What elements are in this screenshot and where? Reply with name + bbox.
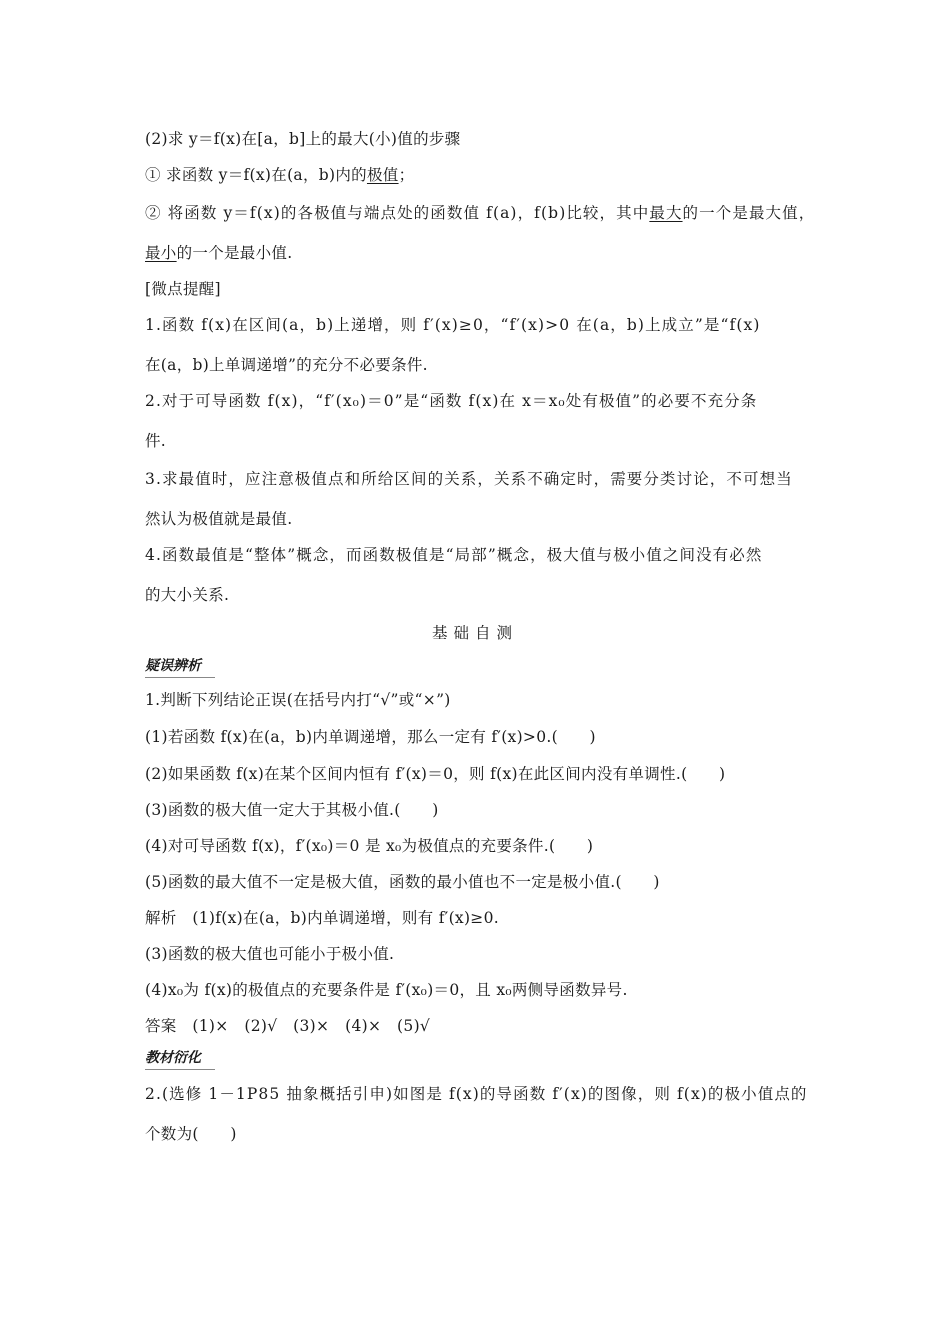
step-1-underlined: 极值 bbox=[366, 166, 399, 184]
analysis-line-1: 解析 (1)f(x)在(a，b)内单调递增，则有 f′(x)≥0. bbox=[145, 909, 499, 927]
section-2-heading: (2)求 y＝f(x)在[a，b]上的最大(小)值的步骤 bbox=[145, 130, 461, 148]
tag-misconception: 疑误辨析 bbox=[145, 655, 215, 678]
step-1-suffix: ； bbox=[398, 166, 415, 184]
tag-textbook: 教材衍化 bbox=[145, 1047, 215, 1070]
tip-1-line-2: 在(a，b)上单调递增”的充分不必要条件. bbox=[145, 356, 428, 374]
q1-item-5: (5)函数的最大值不一定是极大值，函数的最小值也不一定是极小值.( ) bbox=[145, 873, 660, 891]
step-2-underlined: 最大 bbox=[649, 204, 683, 222]
step-2-suffix: 的一个是最大值， bbox=[682, 204, 816, 222]
step-2-line2-suffix: 的一个是最小值. bbox=[176, 244, 293, 262]
tip-4-line-1: 4.函数最值是“整体”概念，而函数极值是“局部”概念，极大值与极小值之间没有必然 bbox=[145, 546, 763, 564]
analysis-line-2: (3)函数的极大值也可能小于极小值. bbox=[145, 945, 395, 963]
step-2-line2-underlined: 最小 bbox=[145, 244, 177, 262]
q1-item-3: (3)函数的极大值一定大于其极小值.( ) bbox=[145, 801, 439, 819]
section-2-step-2 bbox=[145, 201, 815, 223]
step-2-prefix: ② 将函数 y＝f(x)的各极值与端点处的函数值 f(a)，f(b)比较，其中 bbox=[145, 204, 650, 222]
tip-2-line-2: 件. bbox=[145, 432, 167, 450]
q2-line-1: 2.(选修 1－1P85 抽象概括引申)如图是 f(x)的导函数 f′(x)的图像，则 f(x)的极小值点的 bbox=[145, 1085, 808, 1103]
tip-2-line-1: 2.对于可导函数 f(x)，“f′(x₀)＝0”是“函数 f(x)在 x＝x₀处有极值”的必要不充分条 bbox=[145, 392, 758, 410]
q1-item-4: (4)对可导函数 f(x)，f′(x₀)＝0 是 x₀为极值点的充要条件.( ) bbox=[145, 837, 594, 855]
section-2-step-1 bbox=[145, 163, 414, 185]
q2-line-2: 个数为( ) bbox=[145, 1125, 237, 1143]
tip-4-line-2: 的大小关系. bbox=[145, 586, 230, 604]
tip-3-line-2: 然认为极值就是最值. bbox=[145, 510, 293, 528]
analysis-line-3: (4)x₀为 f(x)的极值点的充要条件是 f′(x₀)＝0，且 x₀两侧导函数异号. bbox=[145, 981, 628, 999]
tip-1-line-1: 1.函数 f(x)在区间(a，b)上递增，则 f′(x)≥0，“f′(x)>0 在(a，b)上成立”是“f(x) bbox=[145, 316, 761, 334]
answer-line: 答案 (1)× (2)√ (3)× (4)× (5)√ bbox=[145, 1017, 431, 1035]
q1-intro: 1.判断下列结论正误(在括号内打“√”或“×”) bbox=[145, 691, 451, 709]
step-1-prefix: ① 求函数 y＝f(x)在(a，b)内的 bbox=[145, 166, 367, 184]
tips-heading: [微点提醒] bbox=[145, 280, 221, 298]
q1-item-1: (1)若函数 f(x)在(a，b)内单调递增，那么一定有 f′(x)>0.( ) bbox=[145, 728, 596, 746]
q1-item-2: (2)如果函数 f(x)在某个区间内恒有 f′(x)＝0，则 f(x)在此区间内没有单调性.( ) bbox=[145, 765, 726, 783]
self-test-title: 基础自测 bbox=[431, 624, 518, 642]
section-2-step-2-cont bbox=[145, 241, 292, 263]
tip-3-line-1: 3.求最值时，应注意极值点和所给区间的关系，关系不确定时，需要分类讨论，不可想当 bbox=[145, 470, 793, 488]
